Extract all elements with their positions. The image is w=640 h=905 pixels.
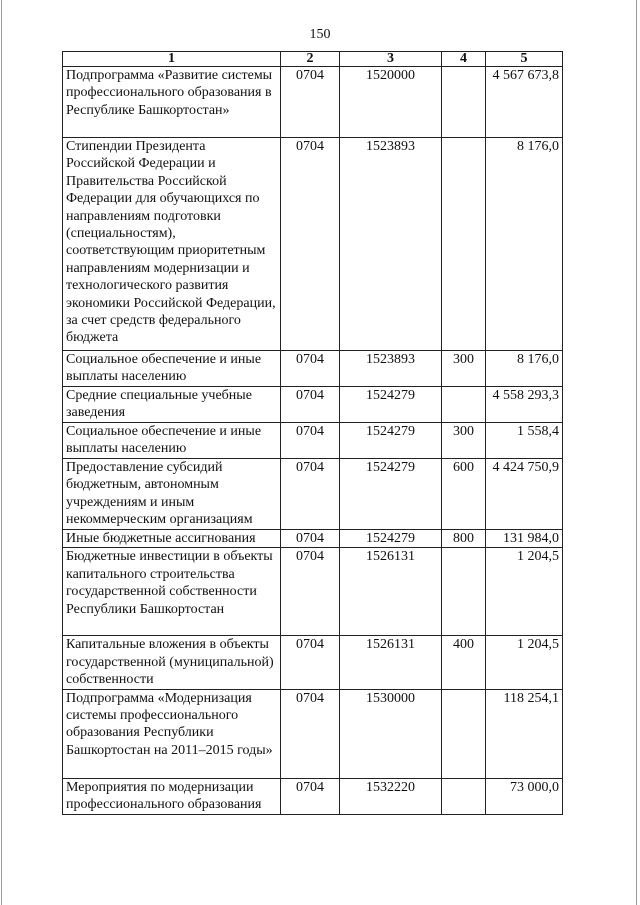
row-section: 0704 xyxy=(281,778,340,814)
row-target: 1524279 xyxy=(340,387,442,423)
table-row xyxy=(63,459,563,530)
row-name: Бюджетные инвестиции в объекты капитального строительства государственной собственности Республики Башкортостан xyxy=(63,548,281,636)
column-header-target: 3 xyxy=(340,52,442,67)
row-expense-type: 800 xyxy=(442,530,486,548)
row-target: 1526131 xyxy=(340,548,442,636)
row-amount: 4 424 750,9 xyxy=(486,459,563,530)
row-amount: 118 254,1 xyxy=(486,689,563,778)
table-row xyxy=(63,423,563,459)
table-row xyxy=(63,689,563,778)
scan-right-edge xyxy=(636,0,637,905)
row-section: 0704 xyxy=(281,351,340,387)
table-row xyxy=(63,636,563,689)
row-section: 0704 xyxy=(281,423,340,459)
row-section: 0704 xyxy=(281,636,340,689)
row-target: 1524279 xyxy=(340,459,442,530)
row-amount: 8 176,0 xyxy=(486,351,563,387)
row-expense-type xyxy=(442,548,486,636)
table-row xyxy=(63,387,563,423)
row-name: Подпрограмма «Модернизация системы профессионального образования Республики Башкортостан на 2011–2015 годы» xyxy=(63,689,281,778)
row-name: Иные бюджетные ассигнования xyxy=(63,530,281,548)
row-name: Капитальные вложения в объекты государственной (муниципальной) собственности xyxy=(63,636,281,689)
row-expense-type xyxy=(442,387,486,423)
column-header-section: 2 xyxy=(281,52,340,67)
row-section: 0704 xyxy=(281,67,340,138)
row-target: 1526131 xyxy=(340,636,442,689)
row-amount: 73 000,0 xyxy=(486,778,563,814)
column-header-name: 1 xyxy=(63,52,281,67)
row-target: 1520000 xyxy=(340,67,442,138)
row-amount: 1 204,5 xyxy=(486,636,563,689)
table-row xyxy=(63,548,563,636)
table-header xyxy=(63,52,563,67)
row-expense-type xyxy=(442,67,486,138)
row-expense-type: 300 xyxy=(442,423,486,459)
row-target: 1524279 xyxy=(340,423,442,459)
row-name: Социальное обеспечение и иные выплаты населению xyxy=(63,423,281,459)
row-expense-type xyxy=(442,138,486,351)
row-amount: 1 558,4 xyxy=(486,423,563,459)
table-row xyxy=(63,778,563,814)
row-section: 0704 xyxy=(281,689,340,778)
row-target: 1523893 xyxy=(340,351,442,387)
column-header-expense-type: 4 xyxy=(442,52,486,67)
row-target: 1532220 xyxy=(340,778,442,814)
row-expense-type xyxy=(442,689,486,778)
row-name: Предоставление субсидий бюджетным, автономным учреждениям и иным некоммерческим организациям xyxy=(63,459,281,530)
budget-table xyxy=(62,51,563,815)
row-target: 1523893 xyxy=(340,138,442,351)
row-amount: 8 176,0 xyxy=(486,138,563,351)
row-name: Социальное обеспечение и иные выплаты населению xyxy=(63,351,281,387)
row-name: Стипендии Президента Российской Федерации и Правительства Российской Федерации для обучающихся по направлениям подготовки (специальностям), соответствующим приоритетным направлениям модернизации и технологического развития экономики Российской Федерации, за счет средств федерального бюджета xyxy=(63,138,281,351)
row-amount: 4 567 673,8 xyxy=(486,67,563,138)
row-section: 0704 xyxy=(281,387,340,423)
row-name: Подпрограмма «Развитие системы профессионального образования в Республике Башкортостан» xyxy=(63,67,281,138)
row-section: 0704 xyxy=(281,459,340,530)
row-amount: 131 984,0 xyxy=(486,530,563,548)
row-expense-type xyxy=(442,778,486,814)
column-header-amount: 5 xyxy=(486,52,563,67)
row-target: 1530000 xyxy=(340,689,442,778)
row-name: Средние специальные учебные заведения xyxy=(63,387,281,423)
table-row xyxy=(63,138,563,351)
table-row xyxy=(63,351,563,387)
scan-left-edge xyxy=(1,0,2,905)
row-amount: 4 558 293,3 xyxy=(486,387,563,423)
row-section: 0704 xyxy=(281,138,340,351)
row-expense-type: 400 xyxy=(442,636,486,689)
page-number: 150 xyxy=(309,27,331,42)
row-amount: 1 204,5 xyxy=(486,548,563,636)
row-name: Мероприятия по модернизации профессионального образования xyxy=(63,778,281,814)
header-row xyxy=(63,52,563,67)
table-row xyxy=(63,530,563,548)
row-target: 1524279 xyxy=(340,530,442,548)
row-expense-type: 600 xyxy=(442,459,486,530)
row-section: 0704 xyxy=(281,530,340,548)
table-row xyxy=(63,67,563,138)
row-section: 0704 xyxy=(281,548,340,636)
table-body xyxy=(63,67,563,815)
row-expense-type: 300 xyxy=(442,351,486,387)
